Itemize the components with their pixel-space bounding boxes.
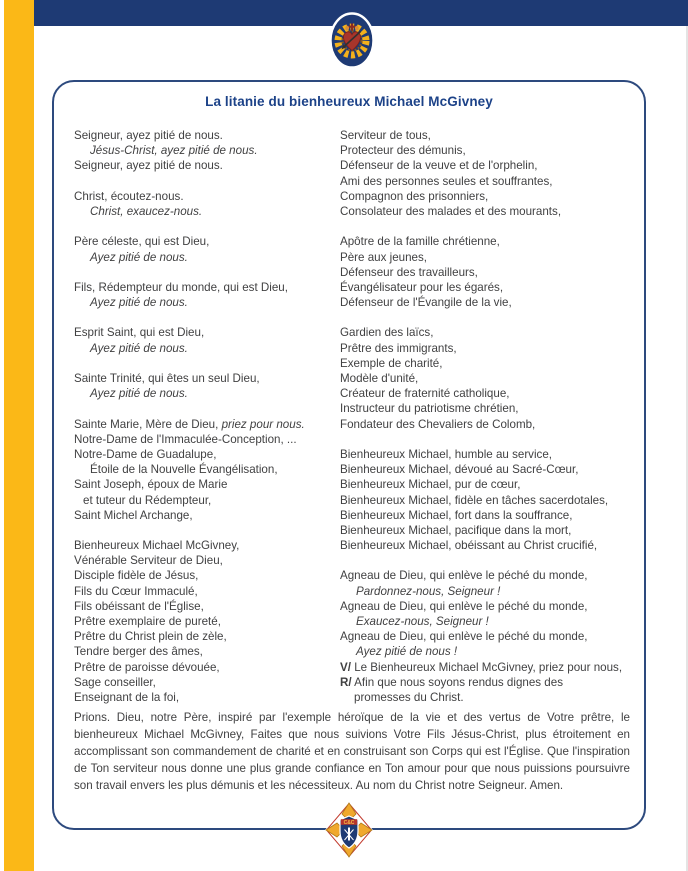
litany-line: Sainte Marie, Mère de Dieu, priez pour nous. bbox=[74, 417, 305, 431]
litany-line: Tendre berger des âmes, bbox=[74, 645, 203, 659]
litany-line: Ayez pitié de nous. bbox=[90, 387, 188, 401]
blank-line bbox=[74, 401, 305, 416]
litany-line: Fils obéissant de l'Église, bbox=[74, 599, 204, 613]
litany-line: Défenseur de l'Évangile de la vie, bbox=[340, 296, 512, 310]
blank-line bbox=[74, 219, 305, 234]
blank-line bbox=[74, 174, 305, 189]
litany-line: Bienheureux Michael McGivney, bbox=[74, 539, 240, 553]
litany-line: Gardien des laïcs, bbox=[340, 326, 434, 340]
litany-line: Christ, écoutez-nous. bbox=[74, 189, 184, 203]
litany-column-left bbox=[74, 128, 305, 705]
litany-line: Bienheureux Michael, pur de cœur, bbox=[340, 478, 521, 492]
litany-line: Seigneur, ayez pitié de nous. bbox=[74, 129, 223, 142]
litany-line: Ayez pitié de nous. bbox=[90, 250, 188, 264]
litany-line: Vénérable Serviteur de Dieu, bbox=[74, 554, 223, 568]
litany-column-right bbox=[340, 128, 622, 705]
litany-line: Sage conseiller, bbox=[74, 675, 156, 689]
gold-stripe bbox=[4, 0, 34, 871]
blank-line bbox=[340, 219, 622, 234]
sacred-heart-emblem-icon bbox=[329, 12, 375, 69]
litany-line: Instructeur du patriotisme chrétien, bbox=[340, 402, 519, 416]
knights-of-columbus-emblem-icon bbox=[324, 801, 374, 859]
blank-line bbox=[74, 356, 305, 371]
litany-line: Créateur de fraternité catholique, bbox=[340, 387, 510, 401]
litany-line: Disciple fidèle de Jésus, bbox=[74, 569, 199, 583]
litany-line: Seigneur, ayez pitié de nous. bbox=[74, 159, 223, 173]
litany-line: Fondateur des Chevaliers de Colomb, bbox=[340, 417, 536, 431]
litany-line: Bienheureux Michael, fort dans la souffrance, bbox=[340, 508, 573, 522]
litany-line: Agneau de Dieu, qui enlève le péché du monde, bbox=[340, 630, 588, 644]
litany-line: Notre-Dame de l'Immaculée-Conception, ... bbox=[74, 432, 297, 446]
litany-line: Ayez pitié de nous. bbox=[90, 341, 188, 355]
litany-line: Compagnon des prisonniers, bbox=[340, 189, 489, 203]
litany-line: et tuteur du Rédempteur, bbox=[83, 493, 212, 507]
litany-line: Bienheureux Michael, obéissant au Christ crucifié, bbox=[340, 539, 598, 553]
litany-line: Serviteur de tous, bbox=[340, 129, 431, 142]
litany-line: Défenseur des travailleurs, bbox=[340, 265, 478, 279]
litany-line: Exaucez-nous, Seigneur ! bbox=[356, 615, 489, 628]
litany-line: Saint Joseph, époux de Marie bbox=[74, 478, 228, 492]
page-title: La litanie du bienheureux Michael McGivney bbox=[205, 94, 493, 109]
litany-line: Évangélisateur pour les égarés, bbox=[340, 280, 504, 294]
litany-line: Exemple de charité, bbox=[340, 356, 443, 370]
litany-line: Modèle d'unité, bbox=[340, 372, 419, 385]
blank-line bbox=[340, 432, 622, 447]
sacred-heart-emblem-graphic bbox=[329, 12, 375, 69]
litany-line: Saint Michel Archange, bbox=[74, 508, 193, 522]
litany-line: Apôtre de la famille chrétienne, bbox=[340, 235, 500, 249]
blank-line bbox=[74, 265, 305, 280]
closing-prayer: Prions. Dieu, notre Père, inspiré par l'exemple héroïque de la vie et des vertus de Votre prêtre, le bienheureux Michael McGivney, Faites que nous suivions Votre Fils Jésus-Christ, plus étroitement en accomplissant son commandement de charité et en construisant son Corps qui est l'Église. Que l'inspiration de Ton serviteur nous donne une plus grande confiance en Ton amour pour que nous puissions poursuivre son travail envers les plus démunis et les nécessiteux. Au nom du Christ notre Seigneur. Amen. bbox=[74, 711, 630, 792]
litany-line: promesses du Christ. bbox=[354, 690, 464, 704]
blank-line bbox=[340, 553, 622, 568]
litany-line: Prêtre des immigrants, bbox=[340, 341, 457, 355]
litany-line: R/ Afin que nous soyons rendus dignes des bbox=[340, 675, 564, 689]
blank-line bbox=[340, 310, 622, 325]
litany-line: Prêtre de paroisse dévouée, bbox=[74, 660, 220, 674]
litany-line: Père céleste, qui est Dieu, bbox=[74, 235, 210, 249]
litany-line: Ayez pitié de nous ! bbox=[356, 645, 458, 659]
litany-line: Prêtre du Christ plein de zèle, bbox=[74, 630, 227, 644]
litany-card bbox=[52, 80, 646, 830]
litany-line: Ami des personnes seules et souffrantes, bbox=[340, 174, 553, 188]
litany-line: Défenseur de la veuve et de l'orphelin, bbox=[340, 159, 538, 173]
litany-line: Bienheureux Michael, pacifique dans la mort, bbox=[340, 523, 572, 537]
litany-line: Sainte Trinité, qui êtes un seul Dieu, bbox=[74, 372, 260, 385]
litany-line: Bienheureux Michael, dévoué au Sacré-Cœur, bbox=[340, 463, 579, 477]
blank-line bbox=[74, 523, 305, 538]
litany-line: Agneau de Dieu, qui enlève le péché du monde, bbox=[340, 599, 588, 613]
litany-line: Fils, Rédempteur du monde, qui est Dieu, bbox=[74, 280, 288, 294]
litany-line: Enseignant de la foi, bbox=[74, 690, 180, 704]
litany-line: Consolateur des malades et des mourants, bbox=[340, 204, 562, 218]
litany-line: Ayez pitié de nous. bbox=[90, 296, 188, 310]
litany-line: Christ, exaucez-nous. bbox=[90, 204, 203, 218]
litany-line: Pardonnez-nous, Seigneur ! bbox=[356, 584, 501, 598]
litany-line: Esprit Saint, qui est Dieu, bbox=[74, 326, 205, 340]
emblem-monogram: C&C bbox=[343, 819, 355, 826]
litany-line: Père aux jeunes, bbox=[340, 250, 428, 264]
knights-of-columbus-emblem-graphic bbox=[324, 801, 374, 859]
litany-line: Agneau de Dieu, qui enlève le péché du monde, bbox=[340, 569, 588, 583]
blank-line bbox=[74, 310, 305, 325]
litany-line: Fils du Cœur Immaculé, bbox=[74, 584, 198, 598]
litany-line: V/ Le Bienheureux Michael McGivney, priez pour nous, bbox=[340, 660, 623, 674]
litany-line: Étoile de la Nouvelle Évangélisation, bbox=[90, 463, 278, 477]
litany-line: Notre-Dame de Guadalupe, bbox=[74, 447, 217, 461]
litany-line: Prêtre exemplaire de pureté, bbox=[74, 615, 221, 628]
litany-line: Bienheureux Michael, humble au service, bbox=[340, 447, 553, 461]
litany-line: Bienheureux Michael, fidèle en tâches sacerdotales, bbox=[340, 493, 609, 507]
litany-line: Protecteur des démunis, bbox=[340, 144, 466, 158]
litany-line: Jésus-Christ, ayez pitié de nous. bbox=[90, 144, 258, 158]
